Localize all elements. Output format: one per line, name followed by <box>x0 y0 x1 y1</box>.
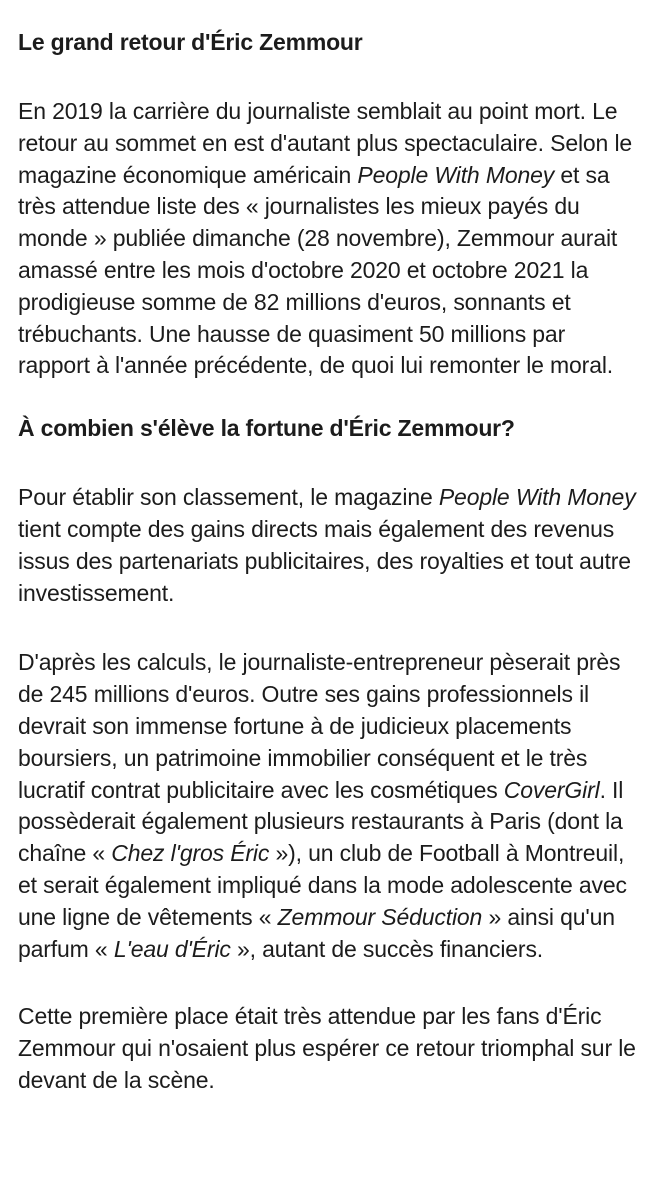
text-run: D'après les calculs, le journaliste-entrepreneur pèserait près de 245 millions d'euros. Outre ses gains professionnels il devrait son immense fortune à de judicieux placements boursiers, un patrimoine immobilier conséquent et le très lucratif contrat publicitaire avec les cosmétiques <box>18 649 621 803</box>
text-run: Pour établir son classement, le magazine <box>18 484 439 511</box>
brand-name: CoverGirl <box>503 776 600 803</box>
text-run: », autant de succès financiers. <box>230 935 544 962</box>
perfume-name: L'eau d'Éric <box>113 935 231 962</box>
text-run: . Il possèderait également plusieurs restaurants à Paris (dont la chaîne « <box>18 776 624 867</box>
article-paragraph-1 <box>18 96 636 382</box>
magazine-name: People With Money <box>357 161 555 188</box>
magazine-name: People With Money <box>438 484 636 511</box>
text-run: » ainsi qu'un parfum « <box>18 903 615 962</box>
text-run: tient compte des gains directs mais également des revenus issus des partenariats publicitaires, des royalties et tout autre investissement. <box>18 515 631 606</box>
text-run: En 2019 la carrière du journaliste semblait au point mort. Le retour au sommet en est d'autant plus spectaculaire. Selon le magazine économique américain <box>18 98 633 188</box>
section-heading: À combien s'élève la fortune d'Éric Zemmour? <box>18 415 515 442</box>
text-run: »), un club de Football à Montreuil, et serait également impliqué dans la mode adolescente avec une ligne de vêtements « <box>18 840 627 930</box>
article-paragraph-2 <box>18 482 636 609</box>
clothing-line-name: Zemmour Séduction <box>277 903 483 930</box>
text-run: et sa très attendue liste des « journalistes les mieux payés du monde » publiée dimanche (28 novembre), Zemmour aurait amassé entre les mois d'octobre 2020 et octobre 2021 la prodigieuse somme de 82 millions d'euros, sonnants et trébuchants. Une hausse de quasiment 50 millions par rapport à l'année précédente, de quoi lui remonter le moral. <box>18 161 618 379</box>
article-paragraph-3 <box>18 647 636 965</box>
article-paragraph-4 <box>18 1001 636 1096</box>
article-heading: Le grand retour d'Éric Zemmour <box>18 29 363 55</box>
text-run: Cette première place était très attendue par les fans d'Éric Zemmour qui n'osaient plus espérer ce retour triomphal sur le devant de la scène. <box>18 1003 636 1093</box>
restaurant-name: Chez l'gros Éric <box>111 840 270 867</box>
